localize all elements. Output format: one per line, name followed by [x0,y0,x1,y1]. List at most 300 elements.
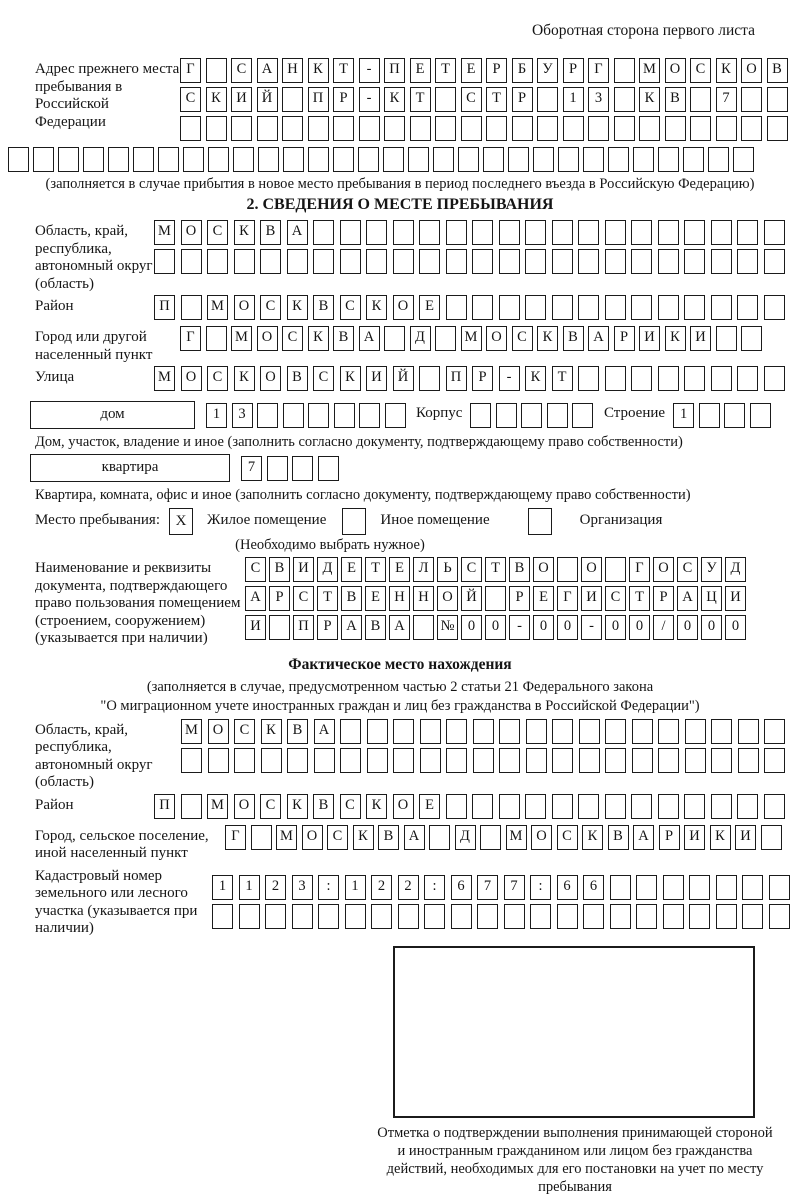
document-row-2 [245,586,749,611]
char-box [711,295,732,320]
prev-address-note: (заполняется в случае прибытия в новое место пребывания в период последнего въезда в Российскую Федерацию) [45,176,755,192]
char-box [420,719,441,744]
char-box: Р [333,87,354,112]
char-box [410,116,431,141]
char-box [512,116,533,141]
char-box: Р [472,366,493,391]
document-row-3 [245,615,749,640]
char-box [631,220,652,245]
char-box [711,249,732,274]
char-box: С [180,87,201,112]
stay-type-checkbox-residential: X [169,508,193,535]
korpus-row [470,403,598,428]
char-box: А [633,825,654,850]
char-box [658,249,679,274]
char-box [764,719,785,744]
char-box: Р [614,326,635,351]
char-box [658,719,679,744]
char-box: Й [257,87,278,112]
char-box: В [313,794,334,819]
char-box [308,116,329,141]
char-box [769,904,790,929]
char-box: У [701,557,722,582]
house-type-box: дом [30,401,195,429]
char-box: П [446,366,467,391]
char-box: 7 [504,875,525,900]
char-box [446,249,467,274]
char-box: М [154,366,175,391]
char-box [636,875,657,900]
actual-city-block [35,825,800,863]
char-box: С [340,794,361,819]
char-box: С [260,794,281,819]
char-box [552,220,573,245]
street-row [154,366,790,391]
actual-city-label: Город, сельское поселение, иной населенный пункт [35,827,209,861]
char-box: 0 [605,615,626,640]
char-box: М [461,326,482,351]
char-box: М [181,719,202,744]
char-box [499,220,520,245]
char-box: Д [410,326,431,351]
char-box [737,295,758,320]
char-box: А [341,615,362,640]
char-box [499,794,520,819]
char-box: С [677,557,698,582]
char-box [761,825,782,850]
char-box [292,456,313,481]
char-box [313,249,334,274]
char-box: В [260,220,281,245]
char-box: Е [389,557,410,582]
char-box [658,748,679,773]
char-box: К [287,295,308,320]
char-box [433,147,454,172]
char-box: Р [269,586,290,611]
char-box: С [512,326,533,351]
char-box [716,326,737,351]
actual-location-note-2: "О миграционном учете иностранных граждан и лиц без гражданства в Российской Федерации") [100,697,700,714]
char-box [314,748,335,773]
char-box [340,719,361,744]
char-box [181,794,202,819]
char-box [605,748,626,773]
char-box: Ц [701,586,722,611]
document-row-1 [245,557,749,582]
char-box [287,748,308,773]
char-box [663,904,684,929]
char-box [358,147,379,172]
char-box [632,748,653,773]
stay-type-note: (Необходимо выбрать нужное) [235,537,425,553]
cadastre-row-2 [212,904,795,929]
char-box: С [557,825,578,850]
char-box [371,904,392,929]
district-row [154,295,790,320]
prev-address-block [35,58,800,145]
char-box: О [393,794,414,819]
char-box [526,719,547,744]
char-box: 1 [206,403,227,428]
char-box [366,249,387,274]
char-box [750,403,771,428]
char-box: В [665,87,686,112]
char-box [764,748,785,773]
char-box [525,249,546,274]
stay-type-label: Место пребывания: [35,512,160,528]
char-box: В [509,557,530,582]
char-box: С [313,366,334,391]
char-box: С [340,295,361,320]
actual-region-block [35,719,800,792]
char-box [504,904,525,929]
char-box: О [741,58,762,83]
document-label: Наименование и реквизиты документа, подтверждающего право пользования помещением (строением, сооружением) (указывается при наличии) [35,560,241,646]
stroenie-row [673,403,775,428]
char-box [764,366,785,391]
char-box: И [581,586,602,611]
stay-type-option-other: Иное помещение [380,512,490,528]
char-box: Н [389,586,410,611]
char-box: С [461,87,482,112]
char-box [563,116,584,141]
char-box [208,748,229,773]
char-box [533,147,554,172]
char-box: О [181,220,202,245]
char-box [711,794,732,819]
char-box [764,794,785,819]
actual-location-note-1: (заполняется в случае, предусмотренном частью 2 статьи 21 Федерального закона [146,678,654,695]
actual-district-label: Район [35,796,74,813]
char-box: П [308,87,329,112]
stroenie-label: Строение [603,405,666,421]
char-box [385,403,406,428]
char-box [181,249,202,274]
stay-type-option-organization: Организация [579,512,663,528]
char-box [181,748,202,773]
stay-type-checkbox-other [342,508,366,535]
char-box [764,249,785,274]
char-box [308,403,329,428]
char-box: И [735,825,756,850]
char-box [724,403,745,428]
char-box: К [665,326,686,351]
section2-title: 2. СВЕДЕНИЯ О МЕСТЕ ПРЕБЫВАНИЯ [246,196,554,213]
char-box [711,220,732,245]
char-box: П [154,295,175,320]
char-box: 1 [563,87,584,112]
char-box: Е [461,58,482,83]
char-box [446,220,467,245]
char-box: Ь [437,557,458,582]
char-box: К [384,87,405,112]
char-box [446,794,467,819]
cadastre-row-1 [212,875,795,900]
char-box: В [333,326,354,351]
char-box: Р [512,87,533,112]
char-box [345,904,366,929]
char-box [552,249,573,274]
char-box: Л [413,557,434,582]
char-box: Г [588,58,609,83]
char-box [525,295,546,320]
char-box [231,116,252,141]
char-box: - [359,87,380,112]
char-box: Г [629,557,650,582]
char-box [605,220,626,245]
char-box: 2 [265,875,286,900]
char-box [477,904,498,929]
char-box [58,147,79,172]
char-box: О [208,719,229,744]
char-box: В [269,557,290,582]
char-box: Н [413,586,434,611]
char-box: М [207,794,228,819]
char-box [578,220,599,245]
char-box: - [359,58,380,83]
char-box [257,116,278,141]
char-box: 1 [212,875,233,900]
char-box: С [293,586,314,611]
char-box: 2 [371,875,392,900]
char-box [265,904,286,929]
actual-region-rows [181,719,791,777]
char-box: 0 [677,615,698,640]
char-box: К [308,58,329,83]
char-box: 7 [716,87,737,112]
street-label: Улица [35,369,75,385]
char-box: М [154,220,175,245]
char-box [283,147,304,172]
char-box [610,875,631,900]
char-box [473,719,494,744]
char-box [636,904,657,929]
char-box [608,147,629,172]
char-box: В [378,825,399,850]
char-box [308,147,329,172]
char-box: И [293,557,314,582]
char-box [398,904,419,929]
char-box: С [282,326,303,351]
char-box [267,456,288,481]
char-box [684,220,705,245]
char-box [530,904,551,929]
char-box: К [537,326,558,351]
char-box: 0 [533,615,554,640]
char-box [318,456,339,481]
char-box: П [293,615,314,640]
char-box [499,719,520,744]
char-box [287,249,308,274]
region-label: Область, край, республика, автономный округ (область) [35,223,153,292]
char-box: - [581,615,602,640]
char-box: С [461,557,482,582]
char-box: К [366,794,387,819]
char-box [269,615,290,640]
char-box [333,147,354,172]
actual-region-label: Область, край, республика, автономный округ (область) [35,721,153,790]
char-box [633,147,654,172]
char-box [521,403,542,428]
street-block [35,366,800,395]
char-box: Т [552,366,573,391]
char-box: Е [410,58,431,83]
char-box: В [608,825,629,850]
char-box [711,719,732,744]
apartment-block [30,454,800,485]
char-box: Р [659,825,680,850]
char-box: А [245,586,266,611]
char-box [408,147,429,172]
prev-address-row-1 [180,58,792,83]
char-box: Т [410,87,431,112]
char-box [699,403,720,428]
char-box [158,147,179,172]
char-box [183,147,204,172]
char-box [33,147,54,172]
char-box: О [581,557,602,582]
char-box [384,116,405,141]
char-box [658,147,679,172]
char-box [393,748,414,773]
char-box [359,403,380,428]
char-box: А [588,326,609,351]
char-box [239,904,260,929]
char-box: № [437,615,458,640]
char-box [741,326,762,351]
char-box [614,116,635,141]
char-box [742,904,763,929]
char-box: 0 [557,615,578,640]
char-box: - [499,366,520,391]
char-box [631,366,652,391]
char-box: К [206,87,227,112]
char-box: И [366,366,387,391]
char-box: Р [317,615,338,640]
char-box: О [531,825,552,850]
char-box [716,904,737,929]
char-box [108,147,129,172]
char-box [472,295,493,320]
char-box [525,794,546,819]
char-box: 0 [485,615,506,640]
char-box: / [653,615,674,640]
char-box: : [424,875,445,900]
city-label: Город или другой населенный пункт [35,329,153,363]
char-box [547,403,568,428]
char-box [333,116,354,141]
char-box [234,249,255,274]
char-box [180,116,201,141]
char-box [282,87,303,112]
char-box [470,403,491,428]
prev-address-row-2 [180,87,792,112]
char-box [181,295,202,320]
char-box [742,875,763,900]
char-box: Т [629,586,650,611]
char-box: 3 [588,87,609,112]
char-box: 7 [477,875,498,900]
char-box [208,147,229,172]
char-box: О [486,326,507,351]
char-box [689,904,710,929]
char-box: 0 [461,615,482,640]
char-box [579,719,600,744]
char-box: Т [486,87,507,112]
char-box: О [181,366,202,391]
char-box [383,147,404,172]
char-box [261,748,282,773]
char-box [685,719,706,744]
char-box: Г [180,58,201,83]
char-box: В [287,366,308,391]
char-box: 3 [232,403,253,428]
char-box [605,295,626,320]
char-box [483,147,504,172]
char-box: - [509,615,530,640]
house-note: Дом, участок, владение и иное (заполнить согласно документу, подтверждающему право собственности) [35,434,683,450]
char-box: Д [455,825,476,850]
char-box [737,794,758,819]
char-box: А [404,825,425,850]
char-box [605,557,626,582]
char-box [207,249,228,274]
char-box [282,116,303,141]
char-box [419,249,440,274]
char-box: Д [725,557,746,582]
char-box [685,748,706,773]
char-box: С [690,58,711,83]
char-box [318,904,339,929]
char-box [605,719,626,744]
char-box [485,586,506,611]
char-box [689,875,710,900]
char-box [292,904,313,929]
char-box [206,58,227,83]
char-box: И [245,615,266,640]
document-block [35,557,800,648]
char-box [334,403,355,428]
char-box [429,825,450,850]
actual-district-block [35,794,800,823]
prev-address-rows [180,58,792,145]
char-box [526,748,547,773]
char-box: К [366,295,387,320]
char-box: О [257,326,278,351]
char-box [578,249,599,274]
char-box: С [234,719,255,744]
char-box: Е [419,295,440,320]
char-box: О [234,295,255,320]
char-box [419,220,440,245]
actual-location-title: Фактическое место нахождения [288,655,512,673]
char-box: Р [486,58,507,83]
char-box: М [207,295,228,320]
char-box [552,748,573,773]
char-box [579,748,600,773]
char-box: К [287,794,308,819]
char-box: М [639,58,660,83]
char-box [578,794,599,819]
char-box [435,326,456,351]
char-box [446,295,467,320]
char-box [767,87,788,112]
char-box [393,719,414,744]
char-box: К [525,366,546,391]
char-box [233,147,254,172]
char-box: К [308,326,329,351]
char-box [684,295,705,320]
